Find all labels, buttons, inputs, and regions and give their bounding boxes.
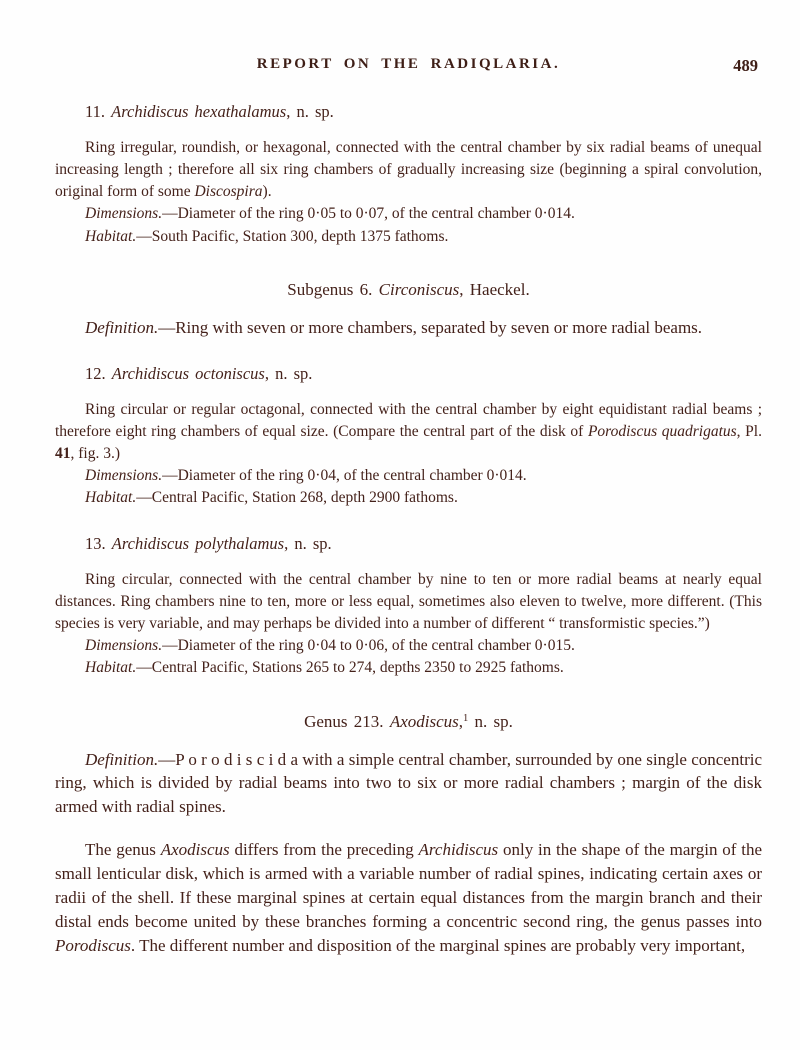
genus-213-heading: Genus 213. Axodiscus,$^1$ n. sp.: [304, 711, 513, 731]
species-12-description: Ring circular or regular octagonal, connected with the central chamber by eight equidistant radial beams ; therefore eight ring chambers of equal size. (Compare the central part of the disk of Porodiscus quadrigatus, Pl. 41, fig. 3.): [55, 400, 762, 462]
subgenus-6-definition: Definition.—Ring with seven or more chambers, separated by seven or more radial beams.: [85, 318, 703, 337]
page-header: [55, 56, 762, 78]
species-13-dimensions: Dimensions.—Diameter of the ring 0·04 to 0·06, of the central chamber 0·015.: [85, 636, 575, 654]
species-13-description: Ring circular, connected with the central chamber by nine to ten or more radial beams at nearly equal distances. Ring chambers nine to ten, more or less equal, sometimes also eleven to twelve, more different. (This species is very variable, and may perhaps be divided into a number of different “ transformistic species.”): [55, 570, 762, 632]
species-11-heading: 11. Archidiscus hexathalamus, n. sp.: [85, 102, 334, 121]
species-13-heading: 13. Archidiscus polythalamus, n. sp.: [85, 533, 332, 553]
species-11-dimensions: Dimensions.—Diameter of the ring 0·05 to 0·07, of the central chamber 0·014.: [85, 205, 575, 222]
species-11-description: Ring irregular, roundish, or hexagonal, connected with the central chamber by six radial beams of unequal increasing length ; therefore all six ring chambers of gradually increasing size (beginning a spiral convolution, original form of some Discospira).: [55, 139, 762, 200]
species-12-dimensions: Dimensions.—Diameter of the ring 0·04, of the central chamber 0·014.: [85, 466, 527, 484]
running-title: REPORT ON THE RADIQLARIA.: [256, 56, 561, 72]
subgenus-6-heading: Subgenus 6. Circoniscus, Haeckel.: [287, 280, 530, 299]
species-12-heading: 12. Archidiscus octoniscus, n. sp.: [85, 363, 313, 383]
genus-213-discussion: The genus Axodiscus differs from the preceding Archidiscus only in the shape of the margin of the small lenticular disk, which is armed with a variable number of radial spines, indicating certain axes or radii of the shell. If these marginal spines at certain equal distances from the margin branch and their distal ends become united by these branches forming a concentric second ring, the genus passes into Porodiscus. The different number and disposition of the marginal spines are probably very important,: [55, 840, 762, 955]
page-number: 489: [733, 56, 758, 75]
species-13-habitat: Habitat.—Central Pacific, Stations 265 to 274, depths 2350 to 2925 fathoms.: [85, 659, 564, 676]
species-11-habitat: Habitat.—South Pacific, Station 300, depth 1375 fathoms.: [85, 227, 449, 245]
genus-213-definition: Definition.—P o r o d i s c i d a with a simple central chamber, surrounded by one single concentric ring, which is divided by radial beams into two to six or more radial chambers ; margin of the disk armed with radial spines.: [55, 749, 762, 816]
species-12-habitat: Habitat.—Central Pacific, Station 268, depth 2900 fathoms.: [85, 489, 458, 506]
